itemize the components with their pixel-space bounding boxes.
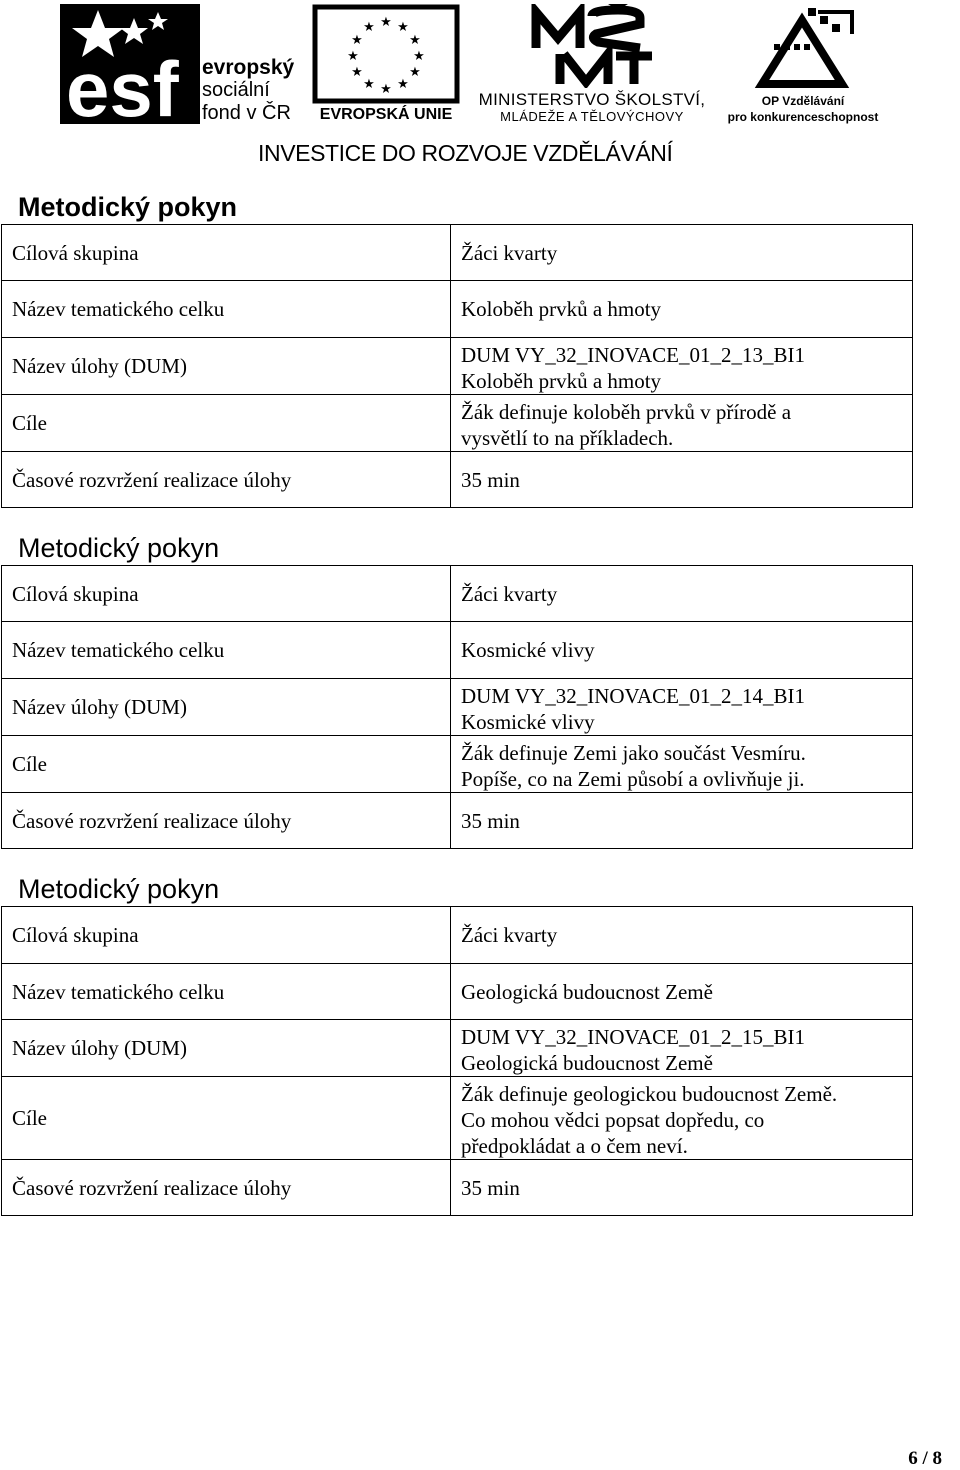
table-row [2,907,913,964]
svg-text:★: ★ [397,20,409,35]
esf-line3: fond v ČR [202,102,291,124]
section-title: Metodický pokyn [18,192,238,222]
esf-line2: sociální [202,79,270,101]
table-row [2,395,913,452]
svg-text:★: ★ [347,49,359,64]
info-table [1,906,913,1216]
table-row [2,679,913,736]
row-value [451,395,913,452]
table-row [2,1160,913,1216]
value-line: Žák definuje koloběh prvků v přírodě a [461,400,792,424]
value-line: Kosmické vlivy [461,710,595,734]
page-number: 6 / 8 [908,1448,942,1469]
svg-text:★: ★ [413,49,425,64]
row-label: Cíle [2,1077,451,1160]
value-line: předpokládat a o čem neví. [461,1134,688,1158]
table-row [2,736,913,793]
value-line: DUM VY_32_INOVACE_01_2_14_BI1 [461,684,805,708]
row-value [451,338,913,395]
row-value: Geologická budoucnost Země [451,964,913,1020]
row-value: Žáci kvarty [451,907,913,964]
value-line: Žák definuje Zemi jako součást Vesmíru. [461,741,806,765]
row-value [451,679,913,736]
table-row [2,622,913,679]
table-row [2,964,913,1020]
value-line: vysvětlí to na příkladech. [461,426,674,450]
row-value [451,1020,913,1077]
svg-text:★: ★ [380,82,392,97]
row-label: Cíle [2,395,451,452]
esf-text [202,56,294,125]
row-value [451,1077,913,1160]
value-line: Koloběh prvků a hmoty [461,369,662,393]
row-label: Název tematického celku [2,622,451,679]
value-line: Žák definuje geologickou budoucnost Země. [461,1082,838,1106]
svg-text:★: ★ [351,65,363,80]
row-label: Název úlohy (DUM) [2,1020,451,1077]
svg-text:★: ★ [363,77,375,92]
row-label: Časové rozvržení realizace úlohy [2,1160,451,1216]
row-value: 35 min [451,793,913,849]
op-line2: pro konkurenceschopnost [727,110,879,124]
row-value: 35 min [451,1160,913,1216]
table-row [2,1020,913,1077]
row-label: Cílová skupina [2,566,451,622]
svg-text:★: ★ [397,77,409,92]
msmt-line1: MINISTERSTVO ŠKOLSTVÍ, [478,90,706,109]
value-line: Co mohou vědci popsat dopředu, co [461,1108,765,1132]
svg-text:★: ★ [409,33,421,48]
svg-text:★: ★ [363,20,375,35]
info-table [1,224,913,508]
table-row [2,566,913,622]
header-logos [0,0,960,175]
header-slogan: INVESTICE DO ROZVOJE VZDĚLÁVÁNÍ [258,140,673,166]
svg-text:★: ★ [351,33,363,48]
esf-mark-icon [60,4,200,124]
row-label: Časové rozvržení realizace úlohy [2,452,451,508]
section-title: Metodický pokyn [18,874,220,904]
svg-text:★: ★ [380,15,392,30]
eu-logo [312,4,460,124]
value-line: DUM VY_32_INOVACE_01_2_13_BI1 [461,343,805,367]
row-label: Cílová skupina [2,225,451,281]
msmt-logo [468,4,716,124]
eu-flag-icon [312,4,460,104]
op-mark-icon [722,4,884,92]
svg-text:esf: esf [66,45,179,124]
info-table [1,565,913,849]
op-line1: OP Vzdělávání [761,94,845,108]
esf-logo [60,4,305,124]
row-value: Žáci kvarty [451,225,913,281]
value-line: DUM VY_32_INOVACE_01_2_15_BI1 [461,1025,805,1049]
table-row [2,793,913,849]
row-value: Koloběh prvků a hmoty [451,281,913,338]
table-row [2,452,913,508]
msmt-mark-icon [468,4,716,88]
table-row [2,1077,913,1160]
row-value: Žáci kvarty [451,566,913,622]
table-row [2,225,913,281]
svg-text:★: ★ [409,65,421,80]
row-label: Cílová skupina [2,907,451,964]
row-value [451,736,913,793]
row-label: Název tematického celku [2,964,451,1020]
eu-caption: EVROPSKÁ UNIE [319,106,453,123]
value-line: Geologická budoucnost Země [461,1051,713,1075]
row-label: Název tematického celku [2,281,451,338]
row-value: 35 min [451,452,913,508]
esf-line1: evropský [202,56,295,79]
msmt-line2: MLÁDEŽE A TĚLOVÝCHOVY [500,109,684,124]
table-row [2,281,913,338]
op-logo [722,4,884,124]
table-row [2,338,913,395]
row-label: Časové rozvržení realizace úlohy [2,793,451,849]
row-label: Název úlohy (DUM) [2,338,451,395]
row-label: Název úlohy (DUM) [2,679,451,736]
value-line: Popíše, co na Zemi působí a ovlivňuje ji. [461,767,805,791]
row-value: Kosmické vlivy [451,622,913,679]
row-label: Cíle [2,736,451,793]
section-title: Metodický pokyn [18,533,220,563]
